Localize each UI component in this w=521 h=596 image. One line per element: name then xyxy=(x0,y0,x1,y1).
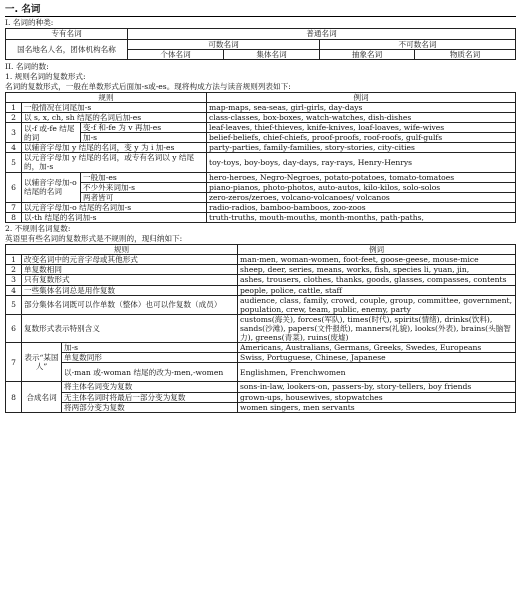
table-row-rule: 一般情况在词尾加-s xyxy=(22,102,207,112)
sub1-desc: 名词的复数形式，一般在单数形式后面加-s或-es。现将构成方法与读音规则列表如下: xyxy=(5,81,291,91)
t1-header-example: 例词 xyxy=(207,92,516,102)
table-row-example: leaf-leaves, thief-thieves, knife-knives, loaf-loaves, wife-wives xyxy=(207,123,516,133)
table-row-rule: 以辅音字母加 y 结尾的名词，变 y 为 i 加-es xyxy=(22,143,207,153)
table-row-example: hero-heroes, Negro-Negroes, potato-potatoes, tomato-tomatoes xyxy=(207,172,516,182)
table-row-num: 2 xyxy=(6,265,22,275)
table-subrow-rule: 一般加-es xyxy=(81,172,207,182)
table-row-example: truth-truths, mouth-mouths, month-months, path-paths, xyxy=(207,213,516,223)
table-row-example: class-classes, box-boxes, watch-watches, dish-dishes xyxy=(207,112,516,122)
heading: 一. 名词 xyxy=(5,4,516,17)
table-subrow-rule: 不少外来词加-s xyxy=(81,182,207,192)
table-row-rule: 改变名词中的元音字母或其他形式 xyxy=(22,255,238,265)
table-subrow-rule: 加-s xyxy=(81,133,207,143)
table-row-num: 7 xyxy=(6,343,22,382)
table-row-example: map-maps, sea-seas, girl-girls, day-days xyxy=(207,102,516,112)
table-row-num: 8 xyxy=(6,213,22,223)
irregular-plural-table xyxy=(5,244,516,413)
table-row-rule: 以元音字母加-o 结尾的名词加-s xyxy=(22,202,207,212)
table-row-example: toy-toys, boy-boys, day-days, ray-rays, Henry-Henrys xyxy=(207,153,516,172)
table-row-example: ashes, trousers, clothes, thanks, goods, glasses, compasses, contents xyxy=(238,275,516,285)
table-row-num: 7 xyxy=(6,202,22,212)
cell-proper: 专有名词 xyxy=(6,29,128,39)
table-subrow-rule: 加-s xyxy=(62,343,238,353)
table-row-example: zero-zeros/zeroes, volcano-volcanoes/ volcanos xyxy=(207,192,516,202)
table-row-example: party-parties, family-families, story-stories, city-cities xyxy=(207,143,516,153)
cell-abstract: 抽象名词 xyxy=(320,49,415,59)
table-row-rule: 以-f 或-fe 结尾的词 xyxy=(22,123,81,143)
table-row-example: sons-in-law, lookers-on, passers-by, story-tellers, boy friends xyxy=(238,382,516,392)
table-row-rule: 合成名词 xyxy=(22,382,62,412)
sub2-desc: 英语里有些名词的复数形式是不规则的，现归纳如下: xyxy=(5,234,183,244)
table-row-example: women singers, men servants xyxy=(238,402,516,412)
table-row-example: people, police, cattle, staff xyxy=(238,285,516,295)
table-row-rule: 以 s, x, ch, sh 结尾的名词后加-es xyxy=(22,112,207,122)
t2-header-rule: 规则 xyxy=(6,245,238,255)
table-row-num: 4 xyxy=(6,143,22,153)
table-row-example: radio-radios, bamboo-bamboos, zoo-zoos xyxy=(207,202,516,212)
table-row-example: Swiss, Portuguese, Chinese, Japanese xyxy=(238,353,516,363)
cell-uncountable: 不可数名词 xyxy=(320,39,516,49)
table-subrow-rule: 两者皆可 xyxy=(81,192,207,202)
section1-title: I. 名词的种类: xyxy=(5,18,54,28)
table-row-rule: 部分集体名词既可以作单数（整体）也可以作复数（成员） xyxy=(22,295,238,314)
table-row-rule: 以元音字母加 y 结尾的名词，或专有名词以 y 结尾的，加-s xyxy=(22,153,207,172)
table-row-num: 3 xyxy=(6,123,22,143)
table-subrow-rule: 变-f 和-fe 为 v 再加-es xyxy=(81,123,207,133)
table-row-rule: 以-th 结尾的名词加-s xyxy=(22,213,207,223)
sub2-title: 2. 不规则名词复数: xyxy=(5,224,71,234)
table-row-example: Englishmen, Frenchwomen xyxy=(238,363,516,382)
table-row-num: 2 xyxy=(6,112,22,122)
table-row-num: 1 xyxy=(6,102,22,112)
table-row-example: belief-beliefs, chief-chiefs, proof-proofs, roof-roofs, gulf-gulfs xyxy=(207,133,516,143)
table-row-rule: 复数形式表示特别含义 xyxy=(22,314,238,342)
cell-collective: 集体名词 xyxy=(224,49,320,59)
sub1-title: 1. 规则名词的复数形式: xyxy=(5,71,86,81)
table-row-rule: 一些集体名词总是用作复数 xyxy=(22,285,238,295)
table-subrow-rule: 以-man 或-woman 结尾的改为-men,-women xyxy=(62,363,238,382)
table-row-num: 5 xyxy=(6,153,22,172)
table-row-example: grown-ups, housewives, stopwatches xyxy=(238,392,516,402)
table-subrow-rule: 无主体名词时将最后一部分变为复数 xyxy=(62,392,238,402)
table-row-rule: 只有复数形式 xyxy=(22,275,238,285)
table-row-num: 4 xyxy=(6,285,22,295)
table-row-example: audience, class, family, crowd, couple, group, committee, government, population, crew, team, public, enemy, party xyxy=(238,295,516,314)
table-row-rule: 单复数相同 xyxy=(22,265,238,275)
table-row-example: piano-pianos, photo-photos, auto-autos, kilo-kilos, solo-solos xyxy=(207,182,516,192)
table-subrow-rule: 将主体名词变为复数 xyxy=(62,382,238,392)
table-subrow-rule: 单复数同形 xyxy=(62,353,238,363)
table-row-num: 3 xyxy=(6,275,22,285)
table-subrow-rule: 将两部分变为复数 xyxy=(62,402,238,412)
regular-plural-table xyxy=(5,92,516,223)
cell-proper-desc: 国名地名人名，团体机构名称 xyxy=(6,39,128,59)
table-row-example: man-men, woman-women, foot-feet, goose-geese, mouse-mice xyxy=(238,255,516,265)
table-row-num: 6 xyxy=(6,314,22,342)
table-row-example: customs(海关), forces(军队), times(时代), spirits(情绪), drinks(饮料), sands(沙滩), papers(文件报纸), manners(礼貌), looks(外表), brains(头脑智力), greens(青菜), ruins(废墟) xyxy=(238,314,516,342)
cell-common: 普通名词 xyxy=(128,29,516,39)
table-row-num: 6 xyxy=(6,172,22,202)
table-row-rule: 以辅音字母加-o 结尾的名词 xyxy=(22,172,81,202)
table-row-num: 8 xyxy=(6,382,22,412)
table-row-num: 5 xyxy=(6,295,22,314)
noun-types-table xyxy=(5,28,516,59)
t1-header-rule: 规则 xyxy=(6,92,207,102)
table-row-num: 1 xyxy=(6,255,22,265)
table-row-example: sheep, deer, series, means, works, fish, species li, yuan, jin, xyxy=(238,265,516,275)
cell-material: 物质名词 xyxy=(415,49,516,59)
cell-countable: 可数名词 xyxy=(128,39,320,49)
section2-title: II. 名词的数: xyxy=(5,61,49,71)
table-row-rule: 表示“某国人” xyxy=(22,343,62,382)
t2-header-example: 例词 xyxy=(238,245,516,255)
cell-individual: 个体名词 xyxy=(128,49,224,59)
table-row-example: Americans, Australians, Germans, Greeks, Swedes, Europeans xyxy=(238,343,516,353)
